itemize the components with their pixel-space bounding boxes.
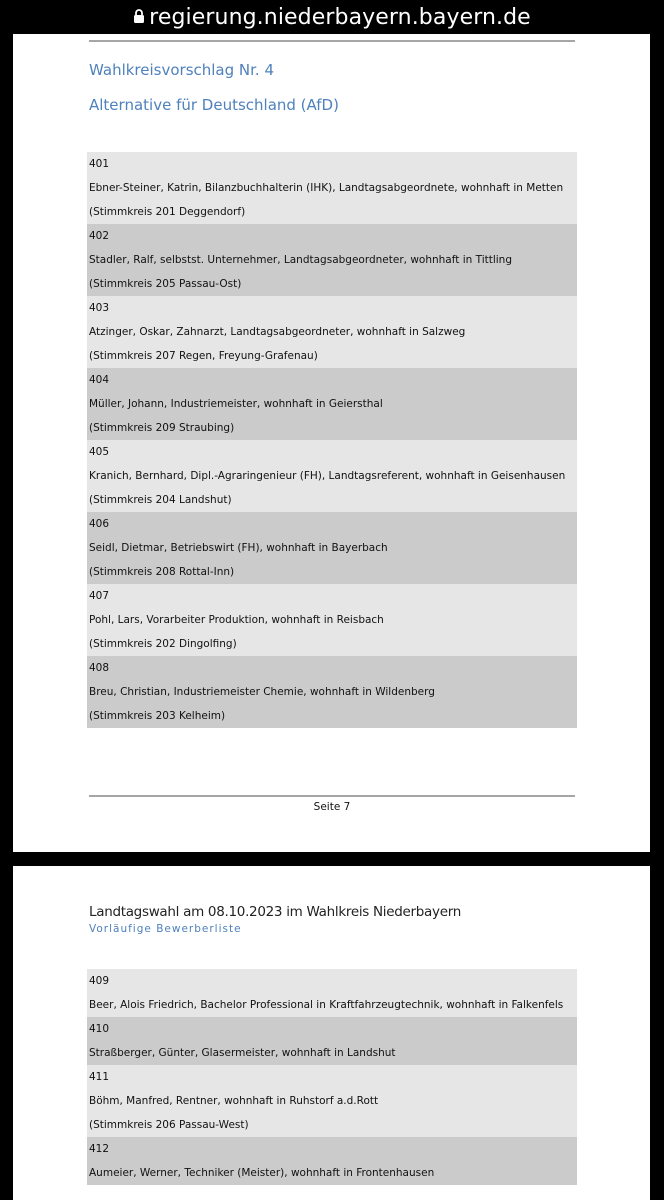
page-number: Seite 7 — [313, 801, 351, 813]
candidate-table — [87, 152, 577, 728]
candidate-number: 401 — [89, 158, 110, 170]
candidate-district: (Stimmkreis 208 Rottal-Inn) — [89, 566, 235, 578]
candidate-block — [87, 440, 577, 512]
candidate-district: (Stimmkreis 203 Kelheim) — [89, 710, 226, 722]
section-heading: Wahlkreisvorschlag Nr. 4 — [89, 61, 275, 79]
candidate-district: (Stimmkreis 205 Passau-Ost) — [89, 278, 242, 290]
document-page-7 — [13, 34, 650, 852]
candidate-district: (Stimmkreis 202 Dingolfing) — [89, 638, 237, 650]
candidate-block — [87, 512, 577, 584]
candidate-name: Böhm, Manfred, Rentner, wohnhaft in Ruhstorf a.d.Rott — [89, 1095, 379, 1107]
candidate-number: 403 — [89, 302, 110, 314]
candidate-number: 407 — [89, 590, 110, 602]
candidate-block — [87, 152, 577, 224]
candidate-name: Aumeier, Werner, Techniker (Meister), wohnhaft in Frontenhausen — [89, 1167, 435, 1179]
candidate-name: Stadler, Ralf, selbstst. Unternehmer, Landtagsabgeordneter, wohnhaft in Tittling — [89, 254, 513, 266]
candidate-number: 404 — [89, 374, 110, 386]
candidate-district: (Stimmkreis 207 Regen, Freyung-Grafenau) — [89, 350, 318, 362]
party-heading: Alternative für Deutschland (AfD) — [89, 96, 339, 114]
candidate-block — [87, 656, 577, 728]
candidate-block — [87, 224, 577, 296]
url-display[interactable] — [133, 5, 531, 30]
candidate-number: 408 — [89, 662, 110, 674]
candidate-name: Straßberger, Günter, Glasermeister, wohnhaft in Landshut — [89, 1047, 396, 1059]
candidate-block — [87, 584, 577, 656]
candidate-table — [87, 969, 577, 1185]
candidate-name: Seidl, Dietmar, Betriebswirt (FH), wohnhaft in Bayerbach — [89, 542, 388, 554]
candidate-block — [87, 969, 577, 1017]
candidate-number: 406 — [89, 518, 110, 530]
candidate-name: Breu, Christian, Industriemeister Chemie, wohnhaft in Wildenberg — [89, 686, 435, 698]
candidate-number: 412 — [89, 1143, 110, 1155]
document-page-8 — [13, 866, 650, 1200]
candidate-block — [87, 1137, 577, 1185]
header-rule — [89, 40, 575, 42]
candidate-district: (Stimmkreis 201 Deggendorf) — [89, 206, 246, 218]
candidate-number: 405 — [89, 446, 110, 458]
candidate-district: (Stimmkreis 204 Landshut) — [89, 494, 232, 506]
candidate-name: Müller, Johann, Industriemeister, wohnhaft in Geiersthal — [89, 398, 383, 410]
candidate-number: 410 — [89, 1023, 110, 1035]
url-text: regierung.niederbayern.bayern.de — [149, 4, 531, 30]
lock-icon — [133, 5, 145, 30]
footer-rule — [89, 795, 575, 797]
candidate-name: Atzinger, Oskar, Zahnarzt, Landtagsabgeordneter, wohnhaft in Salzweg — [89, 326, 466, 338]
candidate-block — [87, 1017, 577, 1065]
page-title: Landtagswahl am 08.10.2023 im Wahlkreis Niederbayern — [89, 904, 461, 920]
candidate-number: 402 — [89, 230, 110, 242]
candidate-block — [87, 1065, 577, 1137]
candidate-name: Beer, Alois Friedrich, Bachelor Professional in Kraftfahrzeugtechnik, wohnhaft in Falkenfels — [89, 999, 564, 1011]
candidate-name: Ebner-Steiner, Katrin, Bilanzbuchhalterin (IHK), Landtagsabgeordnete, wohnhaft in Metten — [89, 182, 564, 194]
candidate-number: 411 — [89, 1071, 110, 1083]
candidate-district: (Stimmkreis 206 Passau-West) — [89, 1119, 249, 1131]
candidate-number: 409 — [89, 975, 110, 987]
candidate-district: (Stimmkreis 209 Straubing) — [89, 422, 235, 434]
page-subtitle: Vorläufige Bewerberliste — [89, 923, 242, 935]
candidate-name: Pohl, Lars, Vorarbeiter Produktion, wohnhaft in Reisbach — [89, 614, 384, 626]
candidate-block — [87, 296, 577, 368]
address-bar[interactable] — [0, 0, 664, 34]
candidate-block — [87, 368, 577, 440]
candidate-name: Kranich, Bernhard, Dipl.-Agraringenieur (FH), Landtagsreferent, wohnhaft in Geisenhausen — [89, 470, 566, 482]
